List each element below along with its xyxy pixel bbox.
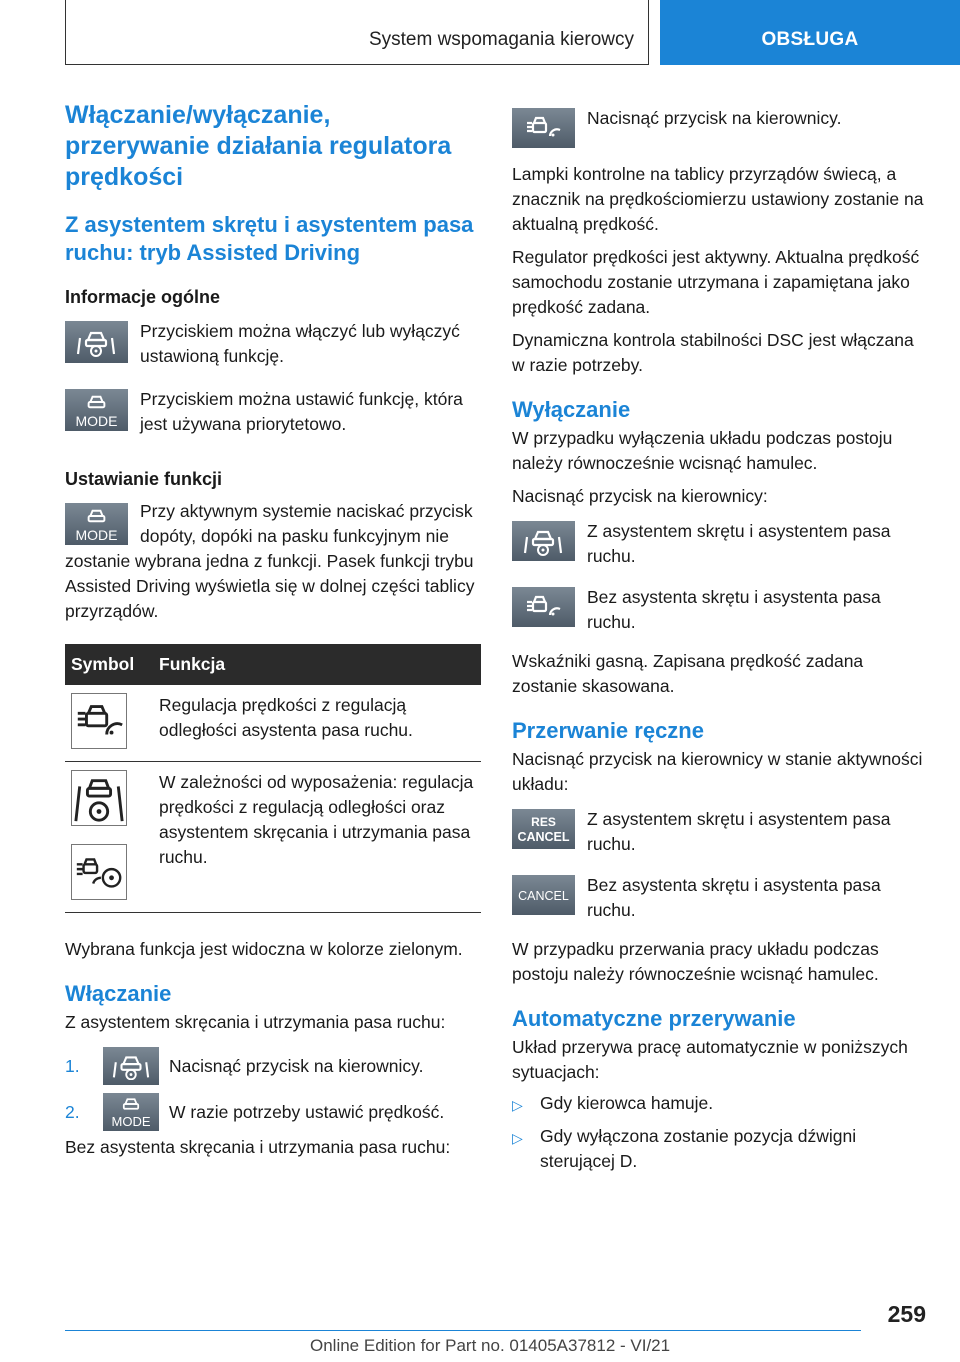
- off-heading: Wyłączanie: [512, 397, 631, 422]
- off-item-text: Bez asystenta skrętu i asystenta pasa ruchu.: [587, 587, 881, 632]
- cancel-label: CANCEL: [518, 889, 569, 903]
- general-heading: Informacje ogólne: [65, 287, 221, 307]
- footer-edition: Online Edition for Part no. 01405A37812 - VI/21: [310, 1336, 671, 1355]
- step-text: Nacisnąć przycisk na kierownicy.: [169, 1055, 424, 1076]
- mode-label: MODE: [111, 1114, 151, 1129]
- sub-heading: Z asystentem skrętu i asystentem pasa ruchu: tryb Assisted Driving: [65, 212, 474, 265]
- off-item: [512, 585, 926, 635]
- general-item: [65, 387, 481, 437]
- steering-lane-symbol-icon: [71, 770, 127, 826]
- distance-control-symbol-icon: [71, 693, 127, 749]
- table-header-symbol: Symbol: [65, 644, 153, 685]
- main-heading: Włączanie/wyłączanie, przerywanie działania regulatora prędkości: [65, 101, 452, 191]
- mode-button-icon: [65, 503, 128, 545]
- step-text: W razie potrzeby ustawić prędkość.: [169, 1101, 445, 1122]
- bullet-triangle-icon: ▷: [512, 1097, 523, 1113]
- manual-item: [512, 807, 926, 857]
- page-number: 259: [887, 1301, 926, 1327]
- table-row: [65, 685, 481, 762]
- setting-text: Przy aktywnym systemie naciskać przycisk dopóty, dopóki na pasku funkcyjnym nie zostanie wybrana jedna z funkcji. Pasek funkcji trybu Assisted Driving wyświetla się w dolnej części tablicy przyrządów.: [65, 501, 475, 621]
- off-text: W przypadku wyłączenia układu podczas postoju należy równocześnie wcisnąć hamulec.: [512, 428, 893, 473]
- bullet-text: Gdy wyłączona zostanie pozycja dźwigni sterującej D.: [540, 1126, 857, 1171]
- auto-list: [512, 1091, 926, 1174]
- footer-divider: [65, 1330, 861, 1331]
- cancel-label: CANCEL: [517, 830, 570, 844]
- manual-note: W przypadku przerwania pracy układu podczas postoju należy równocześnie wcisnąć hamulec.: [512, 939, 879, 984]
- section-title: OBSŁUGA: [761, 29, 859, 50]
- lane-assist-button-icon: [512, 521, 575, 561]
- manual-item: [512, 873, 926, 923]
- auto-heading: Automatyczne przerywanie: [512, 1006, 796, 1031]
- general-item-text: Przyciskiem można włączyć lub wyłączyć ustawioną funkcję.: [140, 321, 460, 366]
- setting-heading: Ustawianie funkcji: [65, 469, 223, 489]
- manual-heading: Przerwanie ręczne: [512, 718, 704, 743]
- left-column: [65, 100, 481, 1160]
- lane-assist-button-icon: [65, 321, 128, 363]
- list-item: [512, 1091, 926, 1118]
- dsc-text: Dynamiczna kontrola stabilności DSC jest włączana w razie potrzeby.: [512, 330, 914, 375]
- distance-button-icon: [512, 108, 575, 148]
- table-cell-function: W zależności od wyposażenia: regulacja prędkości z regulacją odległości oraz asystentem skręcania i utrzymania pasa ruchu.: [153, 762, 481, 913]
- distance-button-icon: [512, 587, 575, 627]
- general-item-text: Przyciskiem można ustawić funkcję, która jest używana priorytetowo.: [140, 389, 463, 434]
- manual-item-text: Z asystentem skrętu i asystentem pasa ruchu.: [587, 809, 891, 854]
- function-table: [65, 644, 481, 913]
- list-item: [65, 1093, 481, 1131]
- right-column: [512, 106, 926, 1174]
- selected-note: Wybrana funkcja jest widoczna w kolorze zielonym.: [65, 939, 463, 959]
- lamps-text: Lampki kontrolne na tablicy przyrządów świecą, a znacznik na prędkościomierzu ustawiony zostanie na aktualną prędkość.: [512, 164, 924, 234]
- auto-text: Układ przerywa pracę automatycznie w poniższych sytuacjach:: [512, 1037, 908, 1082]
- bullet-text: Gdy kierowca hamuje.: [540, 1093, 714, 1113]
- distance-steering-symbol-icon: [71, 844, 127, 900]
- on-heading: Włączanie: [65, 981, 172, 1006]
- res-cancel-button-icon: [512, 809, 575, 849]
- press-wheel-text: Nacisnąć przycisk na kierownicy.: [587, 108, 842, 128]
- header-section-tab[interactable]: [660, 0, 960, 65]
- bullet-triangle-icon: ▷: [512, 1130, 523, 1146]
- on-without-text: Bez asystenta skręcania i utrzymania pasa ruchu:: [65, 1137, 451, 1157]
- table-cell-function: Regulacja prędkości z regulacją odległości asystenta pasa ruchu.: [153, 685, 481, 762]
- chapter-title: System wspomagania kierowcy: [368, 29, 634, 50]
- mode-button-icon: [103, 1093, 159, 1131]
- on-with-text: Z asystentem skręcania i utrzymania pasa ruchu:: [65, 1012, 446, 1032]
- mode-label: MODE: [75, 527, 118, 543]
- setting-block: [65, 499, 481, 624]
- step-number: 1.: [65, 1055, 80, 1076]
- step-number: 2.: [65, 1101, 80, 1122]
- manual-text: Nacisnąć przycisk na kierownicy w stanie aktywności układu:: [512, 749, 923, 794]
- manual-item-text: Bez asystenta skrętu i asystenta pasa ruchu.: [587, 875, 881, 920]
- press-wheel-item: [512, 106, 926, 148]
- list-item: [512, 1124, 926, 1174]
- lane-assist-button-icon: [103, 1047, 159, 1085]
- table-row: [65, 762, 481, 913]
- active-text: Regulator prędkości jest aktywny. Aktualna prędkość samochodu zostanie utrzymana i zapamiętana jako prędkość zadana.: [512, 247, 920, 317]
- header-chapter-box: [65, 0, 649, 65]
- general-item: [65, 319, 481, 369]
- on-steps: [65, 1047, 481, 1131]
- mode-label: MODE: [75, 413, 118, 429]
- table-header-function: Funkcja: [153, 644, 481, 685]
- cancel-button-icon: [512, 875, 575, 915]
- off-item-text: Z asystentem skrętu i asystentem pasa ruchu.: [587, 521, 891, 566]
- mode-button-icon: [65, 389, 128, 431]
- off-press-text: Nacisnąć przycisk na kierownicy:: [512, 486, 768, 506]
- off-item: [512, 519, 926, 569]
- off-result-text: Wskaźniki gasną. Zapisana prędkość zadana zostanie skasowana.: [512, 651, 864, 696]
- list-item: [65, 1047, 481, 1085]
- res-label: RES: [531, 815, 556, 829]
